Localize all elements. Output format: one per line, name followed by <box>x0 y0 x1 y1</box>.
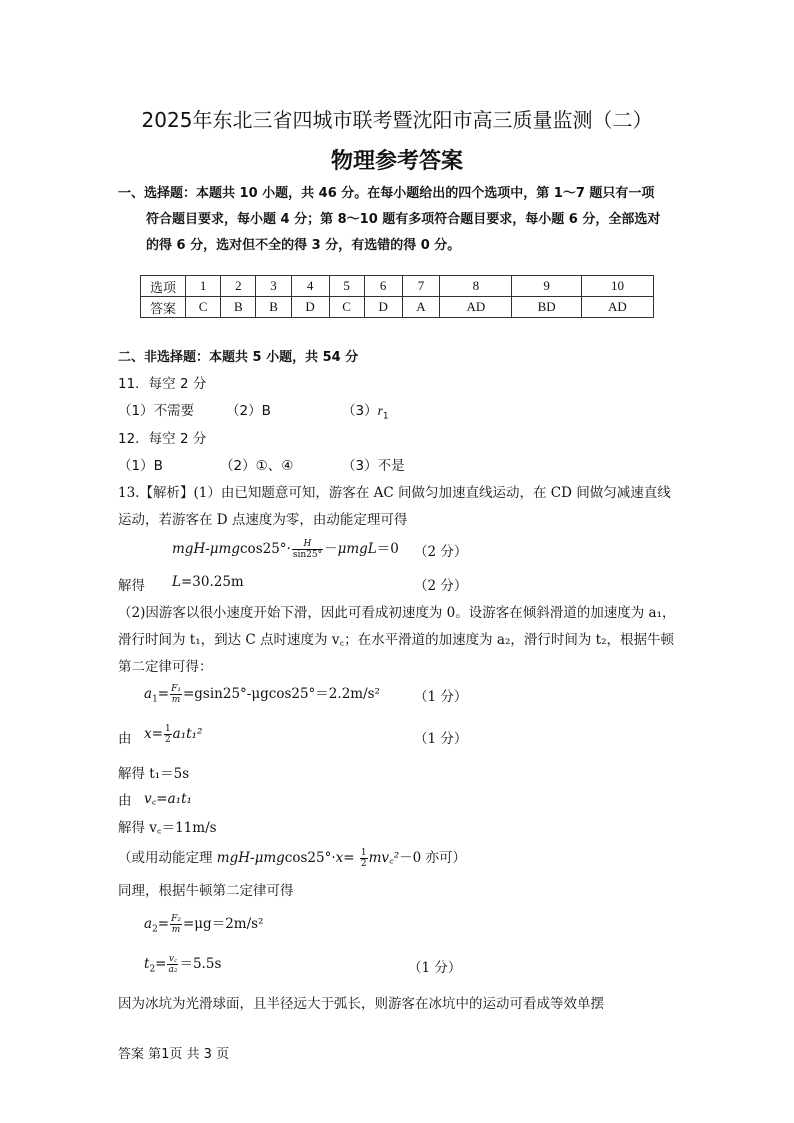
eq2-rest: =gsin25°-μgcos25°＝2.2m/s² <box>182 686 380 702</box>
table-cell: BD <box>512 297 581 318</box>
section1-line1: 一、选择题：本题共 10 小题，共 46 分。在每小题给出的四个选项中，第 1～7 题只有一项 <box>118 186 655 201</box>
q13-eq5 <box>144 912 263 935</box>
fraction-denominator: 2 <box>164 735 171 745</box>
fraction-numerator: F₁ <box>171 684 181 694</box>
eq6-rest: ＝5.5s <box>179 956 222 972</box>
table-cell: A <box>402 297 440 318</box>
q11-answer-3 <box>342 399 389 422</box>
q13-p2-line3: 第二定律可得： <box>118 659 213 675</box>
page-title: 2025年东北三省四城市联考暨沈阳市高三质量监测（二） <box>141 108 653 132</box>
eq1-fraction <box>292 539 323 560</box>
q13-eq3-label: 由 <box>118 731 132 747</box>
q13-sol1-score: （2 分） <box>414 578 468 594</box>
q12-answer-3: （3）不是 <box>342 458 405 474</box>
q13-line1: 13.【解析】(1）由已知题意可知，游客在 AC 间做匀加速直线运动，在 CD 间做匀减速直线 <box>118 485 671 501</box>
q13-sol3: 解得 v꜀＝11m/s <box>118 820 217 836</box>
q13-eq6-score: （1 分） <box>408 960 462 976</box>
q12-answer-1: （1）B <box>118 458 163 474</box>
alt-part-e: = <box>343 850 359 866</box>
q13-alternative <box>118 846 466 869</box>
q13-sol2: 解得 t₁＝5s <box>118 766 190 782</box>
eq2-var: a <box>144 686 153 702</box>
eq3-equals: = <box>151 726 163 742</box>
table-cell: 9 <box>512 276 581 297</box>
table-cell: AD <box>440 297 512 318</box>
alt-part-a: （或用动能定理 <box>118 850 217 866</box>
fraction-numerator: 1 <box>164 724 171 734</box>
table-cell: 6 <box>364 276 402 297</box>
q11-answer-3-prefix: （3） <box>342 403 378 419</box>
q13-eq3-score: （1 分） <box>414 731 468 747</box>
eq3-rest: a₁t₁² <box>172 726 203 742</box>
eq2-sub: 1 <box>152 694 158 705</box>
alt-fraction <box>360 848 368 869</box>
table-row-label: 答案 <box>141 297 186 318</box>
fraction-numerator: H <box>292 539 323 550</box>
table-cell: 5 <box>329 276 364 297</box>
table-cell: 1 <box>186 276 221 297</box>
q13-last-line: 因为冰坑为光滑球面，且半径远大于弧长，则游客在冰坑中的运动可看成等效单摆 <box>118 996 604 1012</box>
q11-answer-3-var: r <box>377 403 383 418</box>
table-cell: 3 <box>256 276 291 297</box>
q11-answer-3-sub: 1 <box>382 411 389 422</box>
q13-eq1-score: （2 分） <box>414 544 468 560</box>
q13-sol1 <box>172 574 244 590</box>
eq5-fraction <box>170 914 182 935</box>
q13-eq4: v꜀=a₁t₁ <box>144 791 192 807</box>
q13-sol1-label: 解得 <box>118 578 145 594</box>
q13-line2: 运动，若游客在 D 点速度为零，由动能定理可得 <box>118 512 408 528</box>
page-subtitle: 物理参考答案 <box>330 149 463 174</box>
q13-eq3 <box>144 724 202 745</box>
eq1-part-d: μmgL <box>337 541 377 557</box>
fraction-numerator: v꜀ <box>168 954 178 964</box>
table-cell: D <box>364 297 402 318</box>
q12-answer-2: （2）①、④ <box>220 458 294 474</box>
eq1-part-c: － <box>324 541 338 557</box>
alt-part-f: mv꜀² <box>368 850 400 866</box>
table-cell: B <box>221 297 256 318</box>
q12-title: 12．每空 2 分 <box>118 431 207 447</box>
table-cell: 2 <box>221 276 256 297</box>
sol1-value: =30.25m <box>180 574 244 590</box>
eq3-fraction <box>164 724 172 745</box>
table-cell: D <box>291 297 329 318</box>
alt-part-c: cos25°· <box>284 850 336 866</box>
eq6-equals: = <box>155 956 167 972</box>
table-cell: 10 <box>581 276 653 297</box>
table-cell: B <box>256 297 291 318</box>
sol1-var: L <box>172 574 181 590</box>
section2-heading: 二、非选择题：本题共 5 小题，共 54 分 <box>118 350 359 365</box>
q13-eq4-label: 由 <box>118 793 132 809</box>
table-cell: 7 <box>402 276 440 297</box>
section1-line2: 符合题目要求，每小题 4 分；第 8～10 题有多项符合题目要求，每小题 6 分，全部选对 <box>146 212 661 227</box>
eq5-sub: 2 <box>152 924 158 935</box>
eq1-part-a: mgH-μmg <box>172 541 240 557</box>
table-row-options <box>141 276 654 297</box>
q11-answer-2: （2）B <box>226 403 271 419</box>
q13-same: 同理，根据牛顿第二定律可得 <box>118 883 294 899</box>
q13-eq6 <box>144 952 221 975</box>
eq6-sub: 2 <box>149 964 156 975</box>
table-row-label: 选项 <box>141 276 186 297</box>
q13-p2-line2: 滑行时间为 t₁，到达 C 点时速度为 v꜀；在水平滑道的加速度为 a₂，滑行时间为 t₂，根据牛顿 <box>118 632 675 648</box>
fraction-denominator: m <box>171 695 181 705</box>
eq5-rest: =μg＝2m/s² <box>182 916 264 932</box>
eq2-fraction <box>170 684 182 705</box>
section1-line3: 的得 6 分，选对但不全的得 3 分，有选错的得 0 分。 <box>146 238 461 253</box>
q13-p2-line1: （2)因游客以很小速度开始下滑，因此可看成初速度为 0。设游客在倾斜滑道的加速度为 a₁， <box>118 605 676 621</box>
page-footer: 答案 第1页 共 3 页 <box>118 1047 230 1062</box>
eq2-equals: = <box>157 686 170 702</box>
q13-eq1 <box>172 537 399 560</box>
table-cell: 8 <box>440 276 512 297</box>
eq6-fraction <box>167 954 178 975</box>
eq1-part-b: cos25°· <box>240 541 291 557</box>
q11-answer-1: （1）不需要 <box>118 403 195 419</box>
eq6-var: t <box>144 956 150 972</box>
fraction-denominator: m <box>171 925 181 935</box>
fraction-denominator: a₂ <box>168 965 178 975</box>
q11-title: 11．每空 2 分 <box>118 376 207 392</box>
q13-eq2 <box>144 682 380 705</box>
table-cell: 4 <box>291 276 329 297</box>
answer-table <box>140 275 654 318</box>
alt-part-b: mgH-μmg <box>216 850 285 866</box>
fraction-numerator: 1 <box>360 848 367 858</box>
q13-eq2-score: （1 分） <box>414 689 468 705</box>
alt-part-g: －0 亦可） <box>399 850 467 866</box>
table-cell: C <box>186 297 221 318</box>
fraction-numerator: F₂ <box>171 914 181 924</box>
eq1-part-e: ＝0 <box>376 541 399 557</box>
table-cell: C <box>329 297 364 318</box>
fraction-denominator: 2 <box>360 859 367 869</box>
eq5-var: a <box>144 916 153 932</box>
table-row-answers <box>141 297 654 318</box>
eq5-equals: = <box>157 916 170 932</box>
eq3-var: x <box>144 726 152 742</box>
table-cell: AD <box>581 297 653 318</box>
alt-part-d: x <box>335 850 344 866</box>
fraction-denominator: sin25° <box>292 550 323 560</box>
